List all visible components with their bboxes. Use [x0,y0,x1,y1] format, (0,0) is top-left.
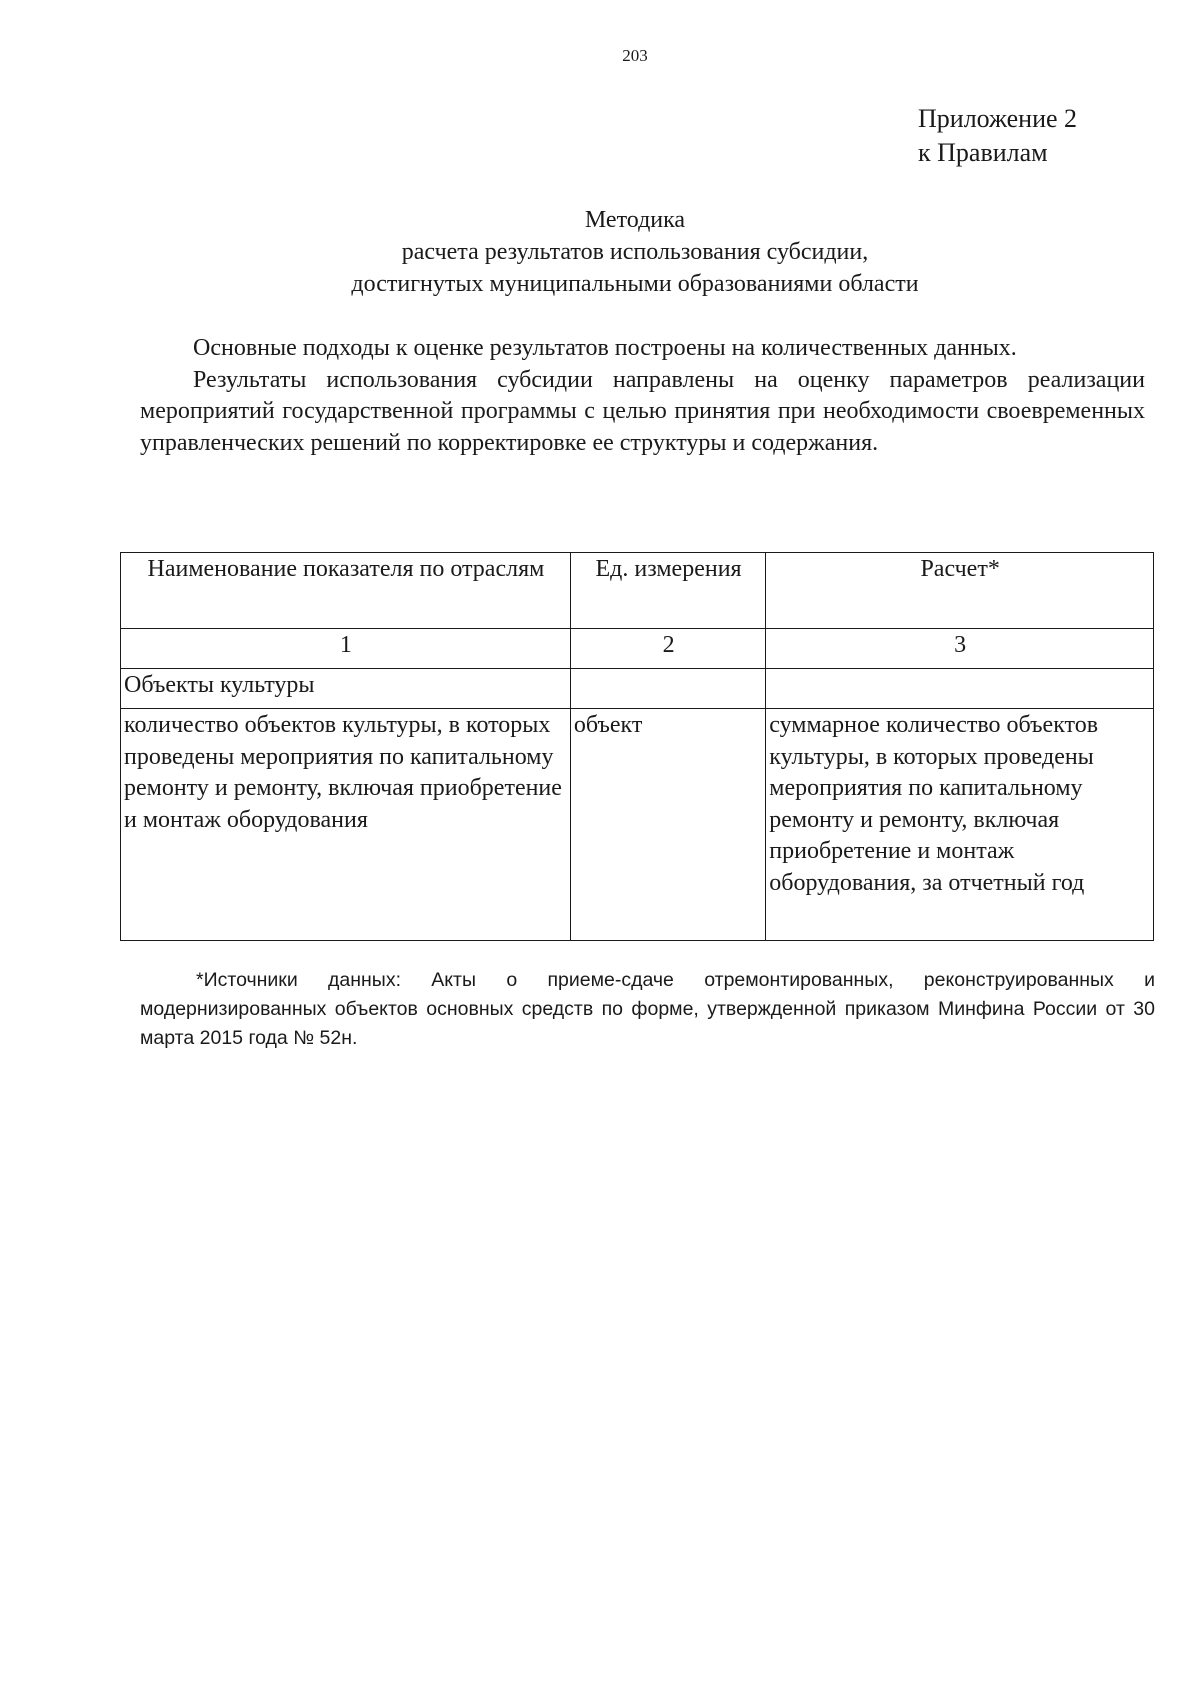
document-title [140,204,1130,300]
table-header-row [121,553,1154,629]
calculation-cell: суммарное количество объектов культуры, в которых проведены мероприятия по капитальному ремонту и ремонту, включая приобретение и монтаж оборудования, за отчетный год [766,709,1154,941]
unit-cell: объект [570,709,765,941]
footnote-text: *Источники данных: Акты о приеме-сдаче отремонтированных, реконструированных и модернизированных объектов основных средств по форме, утвержденной приказом Минфина России от 30 марта 2015 года № 52н. [140,969,1155,1049]
header-unit: Ед. измерения [570,553,765,629]
column-number-1: 1 [121,629,571,669]
title-line-1: Методика [584,207,686,233]
group-empty-cell [570,669,765,709]
header-indicator-name: Наименование показателя по отраслям [121,553,571,629]
column-number-3: 3 [766,629,1154,669]
table-row [121,709,1154,941]
table-group-row [121,669,1154,709]
group-label: Объекты культуры [121,669,571,709]
paragraph-results: Результаты использования субсидии направлены на оценку параметров реализации мероприятий государственной программы с целью принятия при необходимости своевременных управленческих решений по корректировке ее структуры и содержания. [140,366,1145,456]
header-calculation: Расчет* [766,553,1154,629]
appendix-reference [918,102,1077,170]
paragraph-approaches: Основные подходы к оценке результатов построены на количественных данных. [193,335,1017,361]
appendix-line-1: Приложение 2 [918,104,1078,133]
title-line-3: достигнутых муниципальными образованиями области [351,271,919,297]
indicator-cell: количество объектов культуры, в которых проведены мероприятия по капитальному ремонту и ремонту, включая приобретение и монтаж оборудования [121,709,571,941]
title-line-2: расчета результатов использования субсидии, [401,239,869,265]
column-number-2: 2 [570,629,765,669]
footnote [140,966,1155,1053]
indicator-table [120,552,1154,941]
group-empty-cell [766,669,1154,709]
table-column-numbers-row [121,629,1154,669]
page-number: 203 [622,46,648,65]
body-text [140,333,1145,459]
appendix-line-2: к Правилам [918,138,1048,167]
